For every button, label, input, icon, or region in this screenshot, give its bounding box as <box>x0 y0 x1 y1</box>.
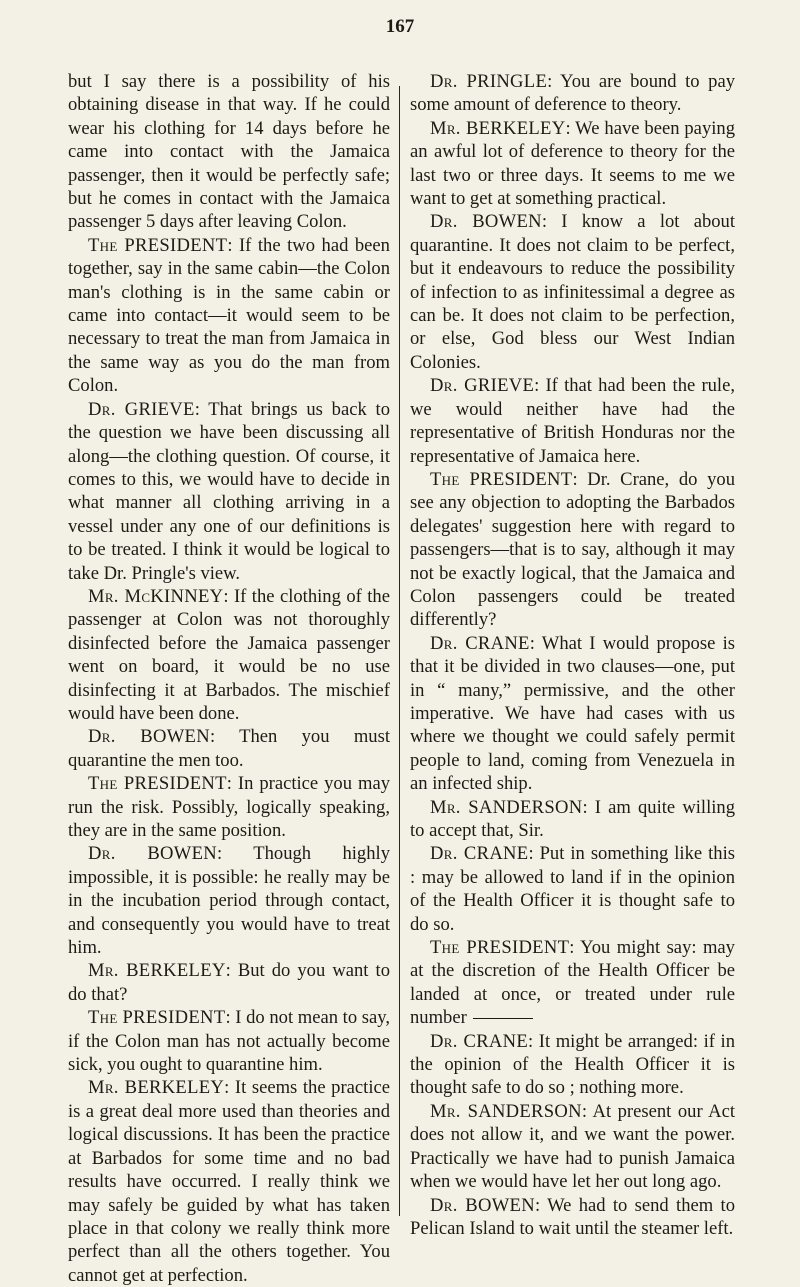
paragraph <box>68 398 390 585</box>
speaker-name: Dr. BOWEN <box>88 726 210 748</box>
paragraph-text: : If the clothing of the passenger at Colon was not thoroughly disinfected before the Jamaica passenger went on board, it would be no use disinfecting it at Barbados. The mischief would have been done. <box>68 585 390 724</box>
paragraph <box>410 1100 735 1194</box>
paragraph-text: : You are bound to pay some amount of deference to theory. <box>410 71 735 116</box>
paragraph-text: : Put in something like this : may be allowed to land if in the opinion of the Health Officer it is thought safe to do so. <box>410 843 735 935</box>
paragraph-text: : I do not mean to say, if the Colon man has not actually become sick, you ought to quarantine him. <box>68 1007 391 1076</box>
paragraph <box>410 117 735 211</box>
paragraph <box>68 772 390 842</box>
speaker-name: Mr. BERKELEY <box>430 117 566 139</box>
speaker-name: Dr. CRANE <box>430 1030 529 1052</box>
paragraph-text: : That brings us back to the question we have been discussing all along—the clothing question. Of course, it comes to this, we would have to decide in what manner all clothing arriving in a vessel under any one of our definitions is to be treated. I think it would be logical to take Dr. Pringle's view. <box>68 398 390 584</box>
paragraph <box>410 796 735 843</box>
speaker-name: Mr. McKINNEY <box>88 585 224 607</box>
speaker-name: The PRESIDENT <box>430 937 570 959</box>
speaker-name: Dr. GRIEVE <box>430 375 535 397</box>
paragraph <box>68 725 390 772</box>
speaker-name: Dr. GRIEVE <box>88 398 195 420</box>
paragraph <box>410 1194 735 1241</box>
page-number: 167 <box>385 16 415 37</box>
speaker-name: Mr. SANDERSON <box>430 1100 582 1122</box>
speaker-name: Mr. SANDERSON <box>430 796 583 818</box>
paragraph <box>68 1006 390 1076</box>
speaker-name: Mr. BERKELEY <box>88 960 226 982</box>
paragraph <box>410 374 735 468</box>
paragraph <box>410 468 735 632</box>
paragraph-text: but I say there is a possibility of his obtaining disease in that way. If he could wear his clothing for 14 days before he came into contact with the Jamaica passenger, then it would be perfectly safe; but he comes in contact with the Jamaica passenger 5 days after leaving Colon. <box>68 71 390 233</box>
paragraph <box>68 959 390 1006</box>
paragraph-text: : Then you must quarantine the men too. <box>68 726 390 771</box>
paragraph-text: : We had to send them to Pelican Island to wait until the steamer left. <box>410 1194 735 1239</box>
paragraph-text: : We have been paying an awful lot of deference to theory for the last two or three days. It seems to me we want to get at something practical. <box>410 117 735 210</box>
paragraph <box>68 585 390 725</box>
paragraph-text: : It might be arranged: if in the opinion of the Health Officer it is thought safe to do so ; nothing more. <box>410 1030 735 1099</box>
speaker-name: Dr. BOWEN <box>430 211 542 233</box>
paragraph <box>410 210 735 374</box>
paragraph-text: : If the two had been together, say in the same cabin—the Colon man's clothing is in the same cabin or came into contact—it would seem to be necessary to treat the man from Jamaica in the same way as you do the man from Colon. <box>68 234 390 397</box>
speaker-name: The PRESIDENT <box>88 1007 226 1029</box>
paragraph <box>410 70 735 117</box>
paragraph-text: : You might say: may at the discretion of the Health Officer be landed at once, or treated under rule number <box>410 937 735 1029</box>
speaker-name: Dr. CRANE <box>430 632 530 654</box>
paragraph-text: : But do you want to do that? <box>68 960 390 1005</box>
speaker-name: The PRESIDENT <box>88 773 227 795</box>
paragraph-text: : I know a lot about quarantine. It does not claim to be perfect, but it endeavours to reduce the possibility of infection to as infinitessimal a degree as can be. It does not claim to be perfection, or else, God bless our West Indian Colonies. <box>410 211 736 373</box>
speaker-name: Mr. BERKELEY <box>88 1077 225 1099</box>
paragraph-text: : Dr. Crane, do you see any objection to adopting the Barbados delegates' suggestion here with regard to passengers—that is to say, although it may not be exactly logical, that the Jamaica and Colon passengers could be treated differently? <box>410 468 735 631</box>
paragraph <box>68 70 390 234</box>
paragraph-text: : If that had been the rule, we would neither have had the representative of British Honduras nor the representative of Jamaica here. <box>410 375 735 467</box>
paragraph <box>68 1076 390 1287</box>
speaker-name: Dr. PRINGLE <box>430 71 548 92</box>
column-divider <box>399 86 400 1216</box>
paragraph <box>68 842 390 959</box>
paragraph-text: : What I would propose is that it be divided in two clauses—one, put in “ many,” permissive, and the other imperative. We have had cases with us where we thought we could safely permit people to land, coming from Venezuela in an infected ship. <box>410 632 735 795</box>
speaker-name: Dr. BOWEN <box>430 1194 535 1216</box>
paragraph-text: : It seems the practice is a great deal more used than theories and logical discussions. It has been the practice at Barbados for some time and no bad results have occurred. I really think we may safely be guided by what has taken place in that colony we really think more perfect than all the others together. You cannot get at perfection. <box>68 1077 390 1286</box>
paragraph-text: : I am quite willing to accept that, Sir. <box>410 796 736 841</box>
blank-dash <box>473 1018 533 1019</box>
paragraph-text: : In practice you may run the risk. Possibly, logically speaking, they are in the same position. <box>68 773 390 841</box>
paragraph <box>410 842 735 936</box>
speaker-name: Dr. BOWEN <box>88 843 218 865</box>
paragraph-text: : Though highly impossible, it is possible: he really may be in the incubation period through contact, and consequently you would have to treat him. <box>68 843 390 959</box>
speaker-name: Dr. CRANE <box>430 843 529 865</box>
right-column <box>410 70 735 1240</box>
speaker-name: The PRESIDENT <box>430 468 573 490</box>
paragraph <box>68 234 390 398</box>
paragraph <box>410 632 735 796</box>
paragraph <box>410 936 735 1030</box>
paragraph-text: : At present our Act does not allow it, and we want the power. Practically we have had to punish Jamaica when we would have let her out long ago. <box>410 1100 735 1193</box>
paragraph <box>410 1030 735 1100</box>
left-column <box>68 70 390 1287</box>
speaker-name: The PRESIDENT <box>88 234 228 256</box>
